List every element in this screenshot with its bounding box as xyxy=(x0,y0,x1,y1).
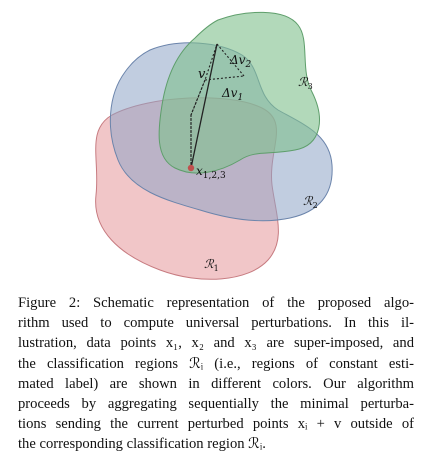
data-point xyxy=(188,165,194,171)
label-x123: $x_{1,2,3}$ xyxy=(196,164,226,181)
label-r3: ℛ$_3$ xyxy=(298,75,313,91)
label-r2: ℛ$_2$ xyxy=(303,194,318,210)
figure-caption xyxy=(18,293,414,455)
label-dv2: $\Delta v_2$ xyxy=(230,53,252,70)
caption-line-3: lustration, data points x₁, x₂ and x₃ are super-imposed, and xyxy=(18,335,414,352)
caption-line-7: tions sending the current perturbed points xᵢ + v outside of xyxy=(18,416,414,433)
label-v: v xyxy=(198,67,206,82)
label-dv1: $\Delta v_1$ xyxy=(222,86,244,103)
caption-line-2: rithm used to compute universal perturbations. In this il- xyxy=(18,315,414,332)
label-r1: ℛ$_1$ xyxy=(204,257,219,273)
caption-line-8: the corresponding classification region ℛᵢ. xyxy=(18,436,266,453)
caption-line-6: proceeds by aggregating sequentially the minimal perturba- xyxy=(18,396,414,413)
caption-line-4: the classification regions ℛᵢ (i.e., regions of constant esti- xyxy=(18,355,414,372)
caption-line-5: mated label) are shown in different colors. Our algorithm xyxy=(18,375,414,392)
caption-line-1: Figure 2: Schematic representation of the proposed algo- xyxy=(18,295,414,311)
